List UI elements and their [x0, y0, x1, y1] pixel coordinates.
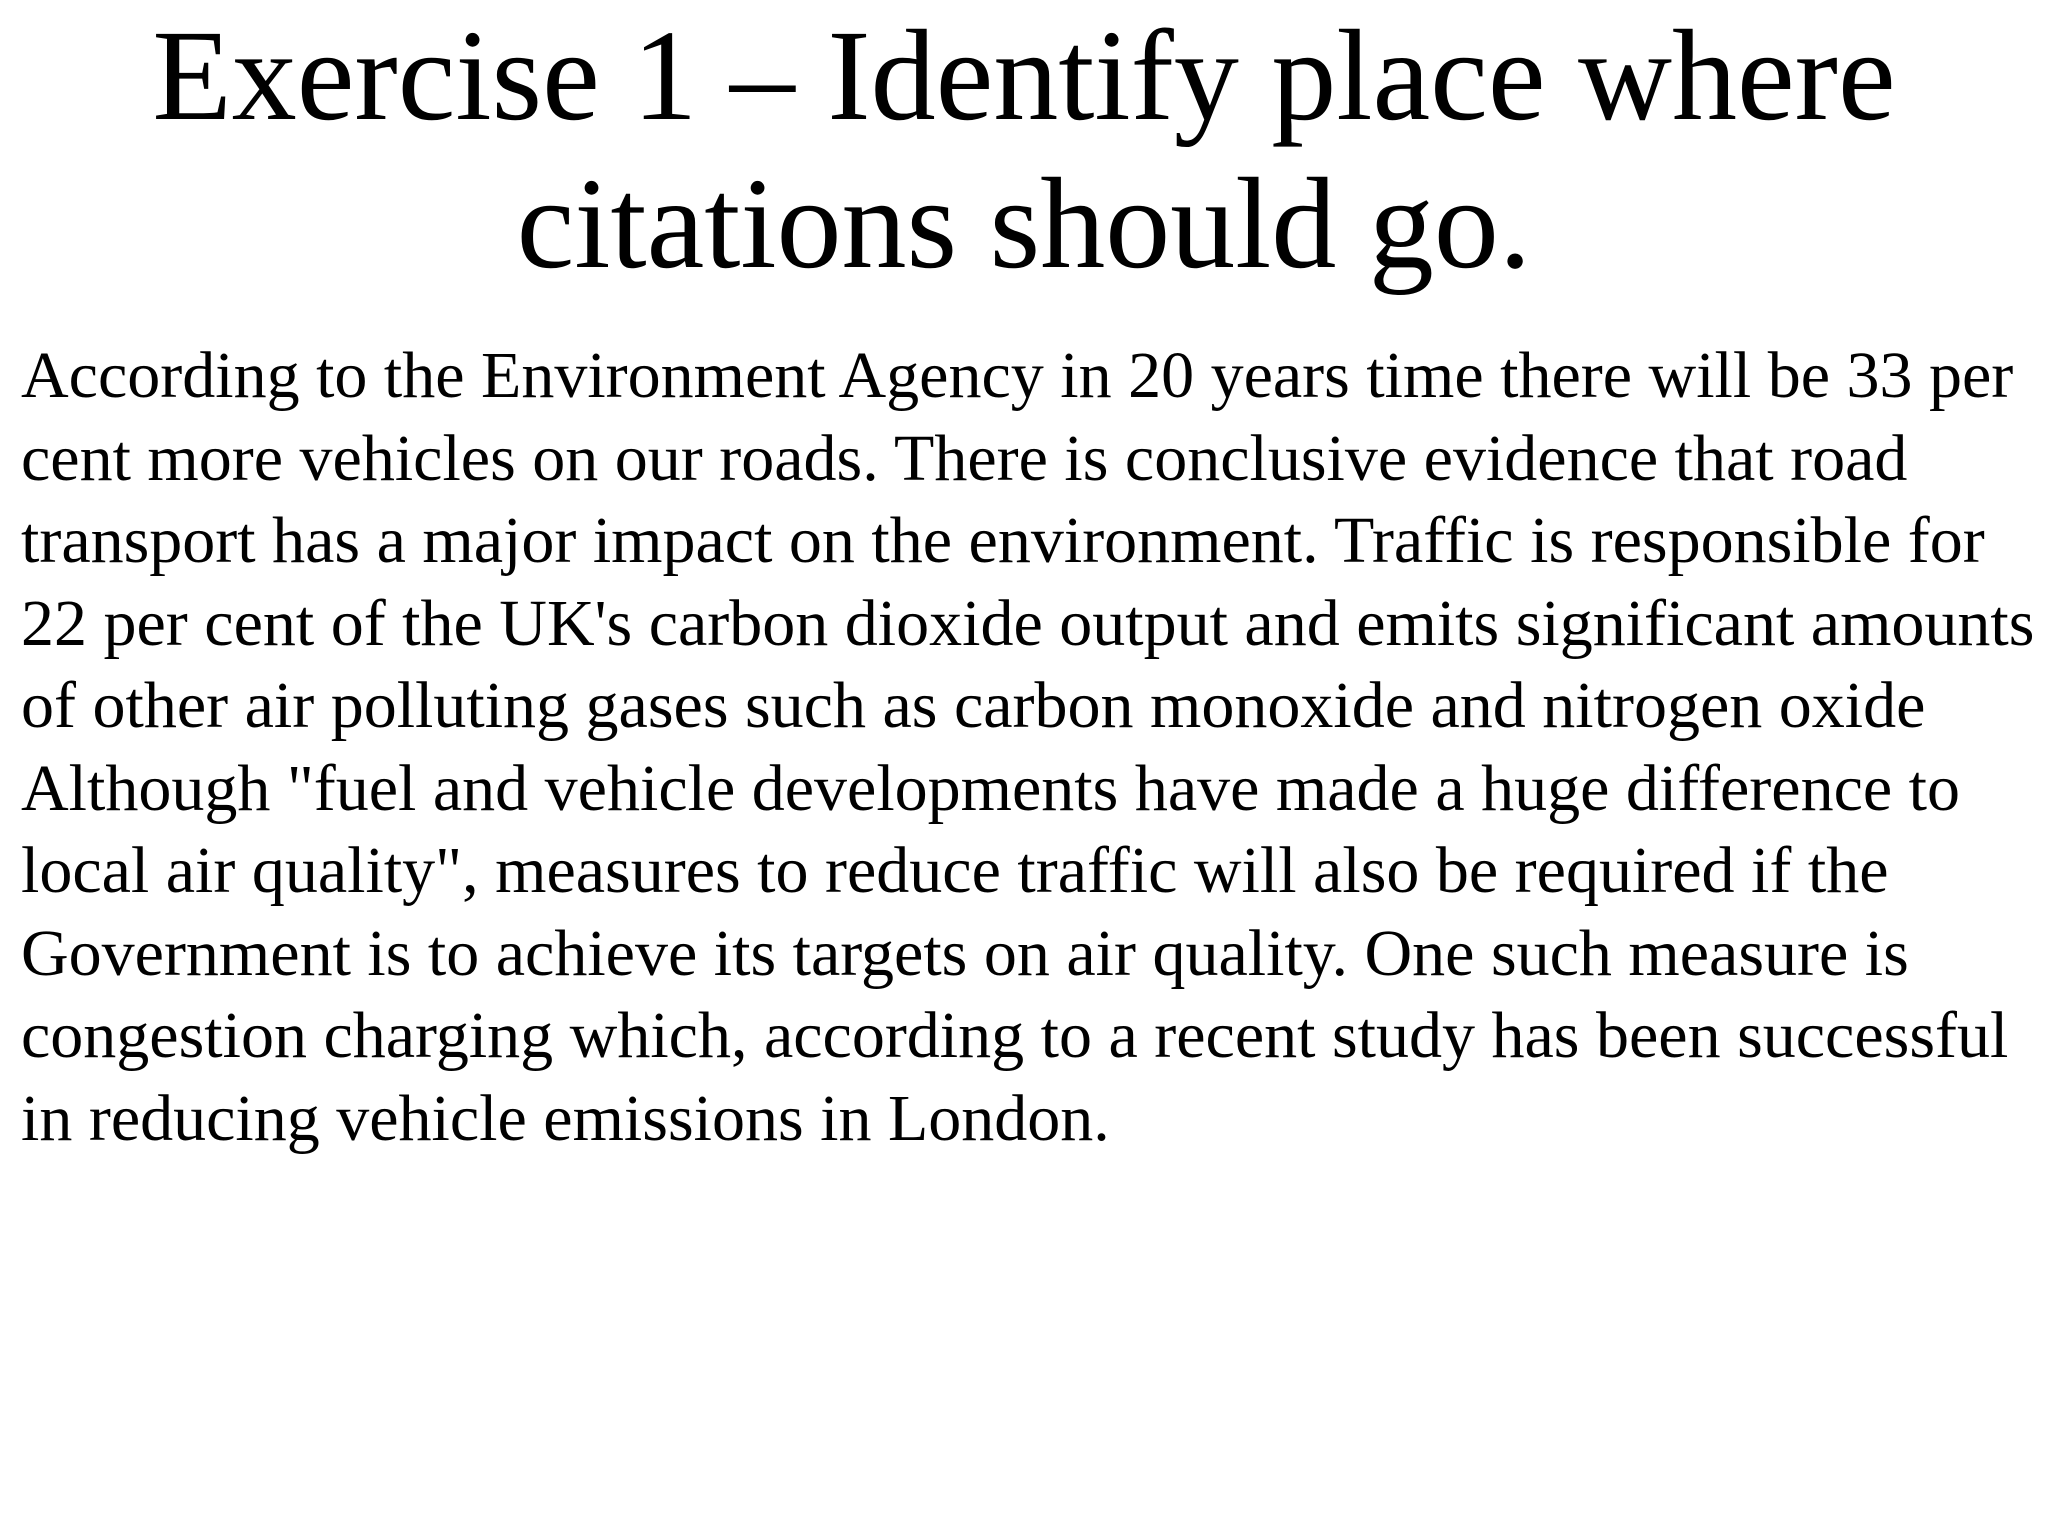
- slide-body: [21, 335, 2043, 1160]
- paragraph-air-quality: Although "fuel and vehicle developments have made a huge difference to local air quality", measures to reduce traffic will also be required if the Government is to achieve its targets on air quality. One such measure is congestion charging which, according to a recent study has been successful in reducing vehicle emissions in London.: [21, 751, 2009, 1155]
- slide-title: Exercise 1 – Identify place where citations should go.: [152, 4, 1896, 296]
- paragraph-environment-agency: According to the Environment Agency in 20 years time there will be 33 per cent more vehicles on our roads. There is conclusive evidence that road transport has a major impact on the environment. Traffic is responsible for 22 per cent of the UK's carbon dioxide output and emits significant amounts of other air polluting gases such as carbon monoxide and nitrogen oxide: [21, 339, 2035, 742]
